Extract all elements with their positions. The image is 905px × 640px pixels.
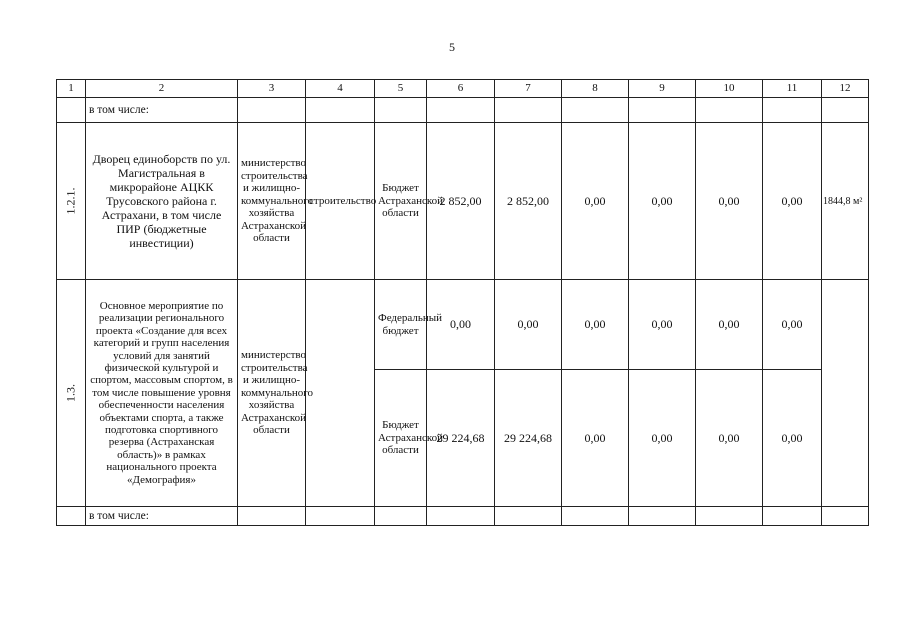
row-funding-source: Бюджет Астраханской области — [375, 123, 427, 280]
row-value-8: 0,00 — [562, 370, 629, 507]
row-value-10: 0,00 — [696, 280, 763, 370]
row-code: 1.2.1. — [63, 187, 78, 215]
row-name: Дворец единоборств по ул. Магистральная в микрорайоне АЦКК Трусовского района г. Астрахани, в том числе ПИР (бюджетные инвестиции) — [86, 123, 238, 280]
row-indicator: 1844,8 м² — [822, 123, 869, 280]
subheading: в том числе: — [86, 98, 238, 123]
table-row — [57, 123, 869, 280]
col-header-5: 5 — [375, 80, 427, 98]
row-value-10: 0,00 — [696, 123, 763, 280]
row-funding-source: Бюджет Астраханской области — [375, 370, 427, 507]
subheading-row — [57, 507, 869, 526]
row-responsible: министерство строительства и жилищно-коммунального хозяйства Астраханской области — [238, 280, 306, 507]
row-work-type: строительство — [306, 123, 375, 280]
header-row — [57, 80, 869, 98]
program-table — [56, 79, 869, 526]
table-row — [57, 280, 869, 370]
page-number: 5 — [449, 40, 455, 54]
col-header-6: 6 — [427, 80, 495, 98]
row-value-7: 29 224,68 — [495, 370, 562, 507]
subheading-row — [57, 98, 869, 123]
row-indicator — [822, 280, 869, 507]
row-responsible: министерство строительства и жилищно-коммунального хозяйства Астраханской области — [238, 123, 306, 280]
col-header-4: 4 — [306, 80, 375, 98]
col-header-2: 2 — [86, 80, 238, 98]
row-value-9: 0,00 — [629, 280, 696, 370]
row-value-11: 0,00 — [763, 370, 822, 507]
row-name: Основное мероприятие по реализации регионального проекта «Создание для всех категорий и групп населения условий для занятий физической культурой и спортом, массовым спортом, в том числе повышение уровня обеспеченности населения объектами спорта, а также подготовка спортивного резерва (Астраханская область)» в рамках национального проекта «Демография» — [86, 280, 238, 507]
row-value-9: 0,00 — [629, 370, 696, 507]
row-value-11: 0,00 — [763, 123, 822, 280]
row-value-8: 0,00 — [562, 280, 629, 370]
row-code: 1.3. — [63, 384, 78, 402]
col-header-7: 7 — [495, 80, 562, 98]
col-header-11: 11 — [763, 80, 822, 98]
row-work-type — [306, 280, 375, 507]
row-code-cell — [57, 280, 86, 507]
row-value-7: 0,00 — [495, 280, 562, 370]
row-value-6: 0,00 — [427, 280, 495, 370]
col-header-8: 8 — [562, 80, 629, 98]
col-header-3: 3 — [238, 80, 306, 98]
row-value-6: 29 224,68 — [427, 370, 495, 507]
col-header-9: 9 — [629, 80, 696, 98]
row-funding-source: Федеральный бюджет — [375, 280, 427, 370]
row-value-6: 2 852,00 — [427, 123, 495, 280]
row-value-8: 0,00 — [562, 123, 629, 280]
col-header-10: 10 — [696, 80, 763, 98]
col-header-12: 12 — [822, 80, 869, 98]
row-code-cell — [57, 123, 86, 280]
subheading: в том числе: — [86, 507, 238, 526]
row-value-9: 0,00 — [629, 123, 696, 280]
row-value-10: 0,00 — [696, 370, 763, 507]
row-value-7: 2 852,00 — [495, 123, 562, 280]
col-header-1: 1 — [57, 80, 86, 98]
row-value-11: 0,00 — [763, 280, 822, 370]
